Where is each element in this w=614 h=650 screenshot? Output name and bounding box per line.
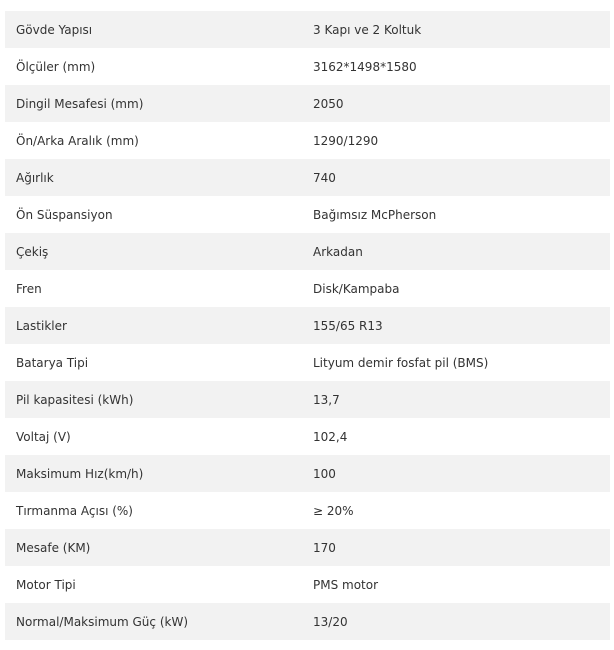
spec-value: 170 [313,529,610,566]
spec-label: Batarya Tipi [5,344,313,381]
spec-label: Normal/Maksimum Güç (kW) [5,603,313,640]
spec-value: Lityum demir fosfat pil (BMS) [313,344,610,381]
spec-value: 2050 [313,85,610,122]
table-row [5,492,610,529]
spec-label: Çekiş [5,233,313,270]
spec-label: Ağırlık [5,159,313,196]
table-row [5,196,610,233]
spec-label: Voltaj (V) [5,418,313,455]
spec-label: Fren [5,270,313,307]
table-row [5,566,610,603]
table-row [5,122,610,159]
spec-value: Disk/Kampaba [313,270,610,307]
table-row [5,418,610,455]
spec-value: 155/65 R13 [313,307,610,344]
spec-value: 1290/1290 [313,122,610,159]
table-row [5,233,610,270]
spec-value: Bağımsız McPherson [313,196,610,233]
spec-value: 13/20 [313,603,610,640]
spec-table [5,11,610,640]
spec-value: 3162*1498*1580 [313,48,610,85]
spec-label: Dingil Mesafesi (mm) [5,85,313,122]
spec-value: PMS motor [313,566,610,603]
spec-label: Maksimum Hız(km/h) [5,455,313,492]
spec-value: 100 [313,455,610,492]
table-row [5,48,610,85]
table-row [5,307,610,344]
table-row [5,159,610,196]
spec-label: Tırmanma Açısı (%) [5,492,313,529]
table-row [5,270,610,307]
spec-value: 13,7 [313,381,610,418]
spec-value: 740 [313,159,610,196]
spec-label: Motor Tipi [5,566,313,603]
spec-label: Lastikler [5,307,313,344]
table-row [5,11,610,48]
spec-label: Ön Süspansiyon [5,196,313,233]
table-row [5,381,610,418]
table-row [5,455,610,492]
table-row [5,344,610,381]
table-row [5,603,610,640]
spec-label: Ön/Arka Aralık (mm) [5,122,313,159]
table-row [5,85,610,122]
spec-value: ≥ 20% [313,492,610,529]
table-row [5,529,610,566]
spec-value: Arkadan [313,233,610,270]
spec-label: Gövde Yapısı [5,11,313,48]
spec-label: Pil kapasitesi (kWh) [5,381,313,418]
spec-label: Mesafe (KM) [5,529,313,566]
spec-value: 102,4 [313,418,610,455]
spec-label: Ölçüler (mm) [5,48,313,85]
spec-value: 3 Kapı ve 2 Koltuk [313,11,610,48]
